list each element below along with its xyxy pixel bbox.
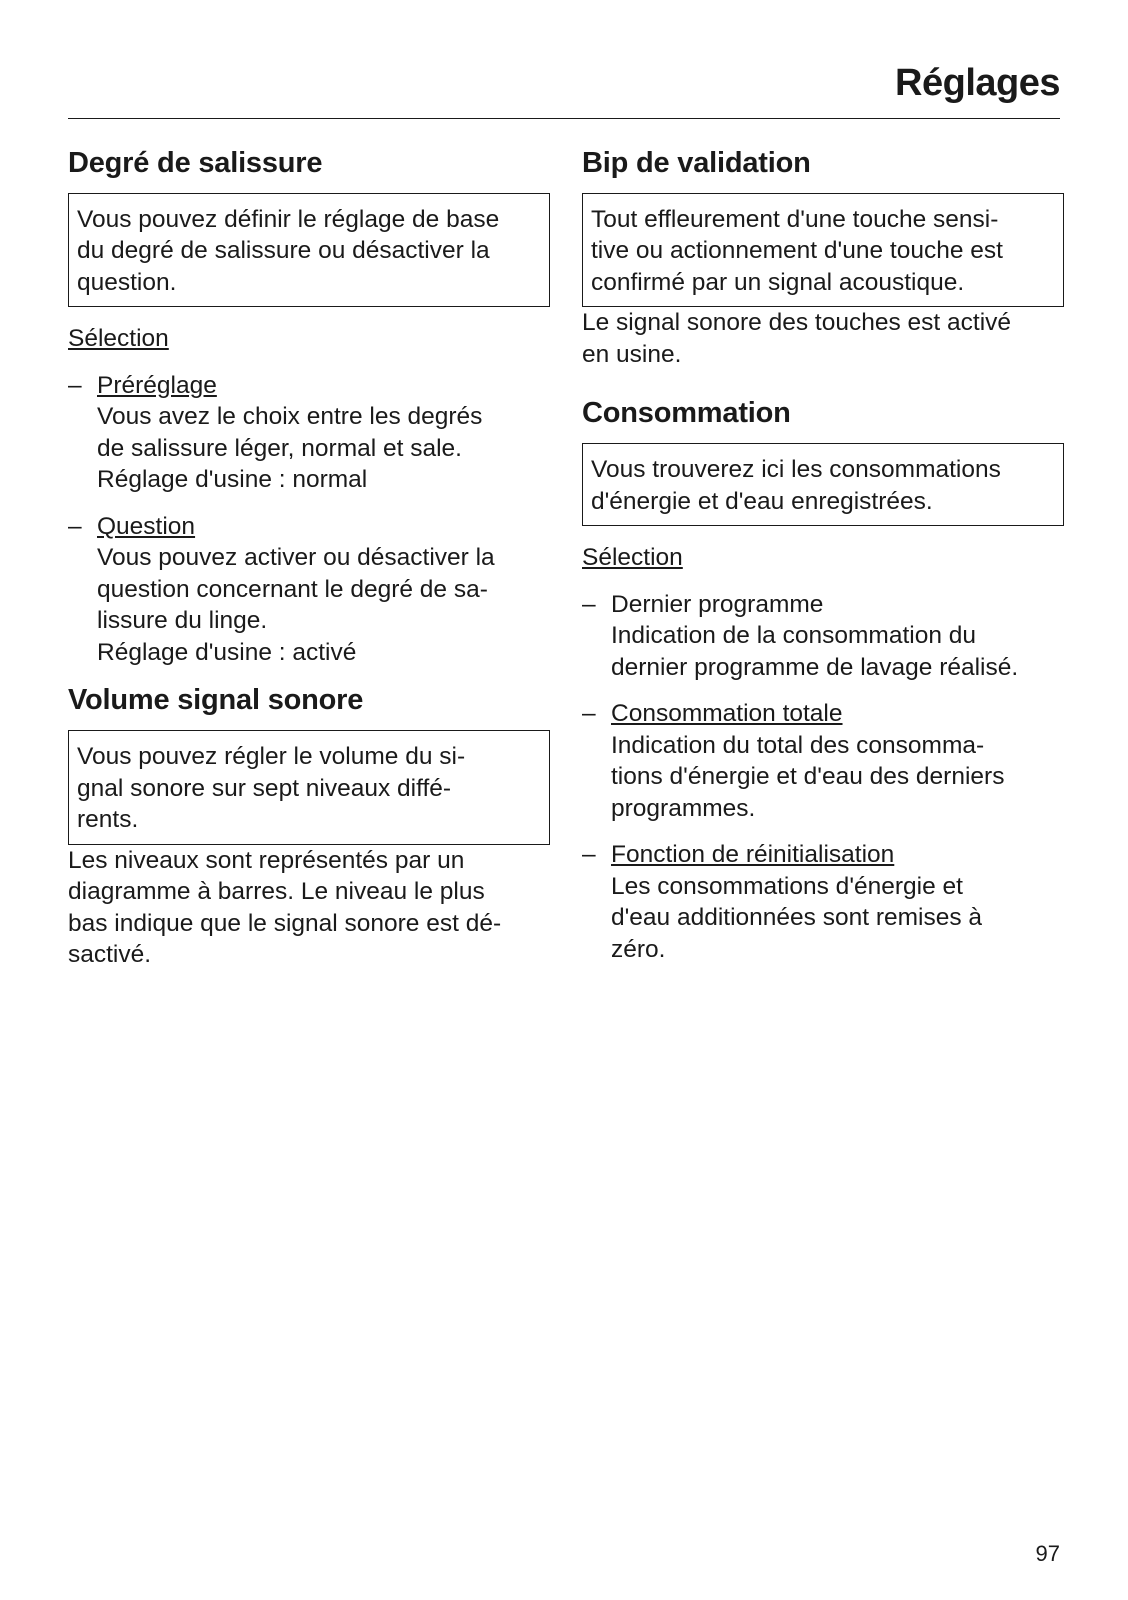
section-heading-degre: Degré de salissure <box>68 147 323 179</box>
section-heading-consommation: Consommation <box>582 397 791 430</box>
list-item <box>582 589 1064 684</box>
option-desc-prereglage: Vous avez le choix entre les degrés de salissure léger, normal et sale. Réglage d'usine : normal <box>97 403 483 494</box>
paragraph-volume: Les niveaux sont représentés par un diagramme à barres. Le niveau le plus bas indique que le signal sonore est dé- sactivé. <box>68 846 502 969</box>
list-item <box>68 511 550 669</box>
option-label-prereglage: Préréglage <box>97 371 217 399</box>
option-label-question: Question <box>97 512 196 540</box>
selection-label-consommation: Sélection <box>582 544 683 572</box>
paragraph-bip: Le signal sonore des touches est activé en usine. <box>582 309 1012 368</box>
option-list-consommation <box>582 589 1064 966</box>
option-desc-consommation-totale: Indication du total des consomma- tions d'énergie et d'eau des derniers programmes. <box>611 731 1005 822</box>
dash-marker: – <box>582 700 596 728</box>
section-heading-bip: Bip de validation <box>582 147 811 179</box>
option-label-dernier-programme: Dernier programme <box>611 590 824 618</box>
section-bip-de-validation <box>582 146 1064 370</box>
list-item <box>582 839 1064 965</box>
dash-marker: – <box>68 512 82 540</box>
selection-label-degre: Sélection <box>68 325 169 353</box>
dash-marker: – <box>68 371 82 399</box>
info-box-degre: Vous pouvez définir le réglage de base du degré de salissure ou désactiver la question. <box>68 193 550 308</box>
option-label-consommation-totale: Consommation totale <box>611 700 843 728</box>
option-label-reinitialisation: Fonction de réinitialisation <box>611 841 895 869</box>
section-volume-signal-sonore <box>68 683 550 970</box>
option-desc-reinitialisation: Les consommations d'énergie et d'eau additionnées sont remises à zéro. <box>611 872 983 963</box>
header-rule <box>68 118 1060 119</box>
section-heading-volume: Volume signal sonore <box>68 684 364 717</box>
list-item <box>68 370 550 496</box>
info-box-bip: Tout effleurement d'une touche sensi- tive ou actionnement d'une touche est confirmé par un signal acoustique. <box>582 193 1064 308</box>
info-box-consommation: Vous trouverez ici les consommations d'énergie et d'eau enregistrées. <box>582 443 1064 526</box>
info-box-volume: Vous pouvez régler le volume du si- gnal sonore sur sept niveaux diffé- rents. <box>68 730 550 845</box>
dash-marker: – <box>582 841 596 869</box>
dash-marker: – <box>582 590 596 618</box>
section-degre-de-salissure <box>68 146 550 668</box>
section-consommation <box>582 396 1064 965</box>
left-column <box>68 146 550 971</box>
page-number: 97 <box>1035 1541 1060 1566</box>
page-title: Réglages <box>895 62 1060 104</box>
option-desc-question: Vous pouvez activer ou désactiver la question concernant le degré de sa- lissure du linge. Réglage d'usine : activé <box>97 544 495 666</box>
option-list-degre <box>68 370 550 669</box>
list-item <box>582 698 1064 824</box>
right-column <box>582 146 1064 980</box>
option-desc-dernier-programme: Indication de la consommation du dernier programme de lavage réalisé. <box>611 622 1019 681</box>
